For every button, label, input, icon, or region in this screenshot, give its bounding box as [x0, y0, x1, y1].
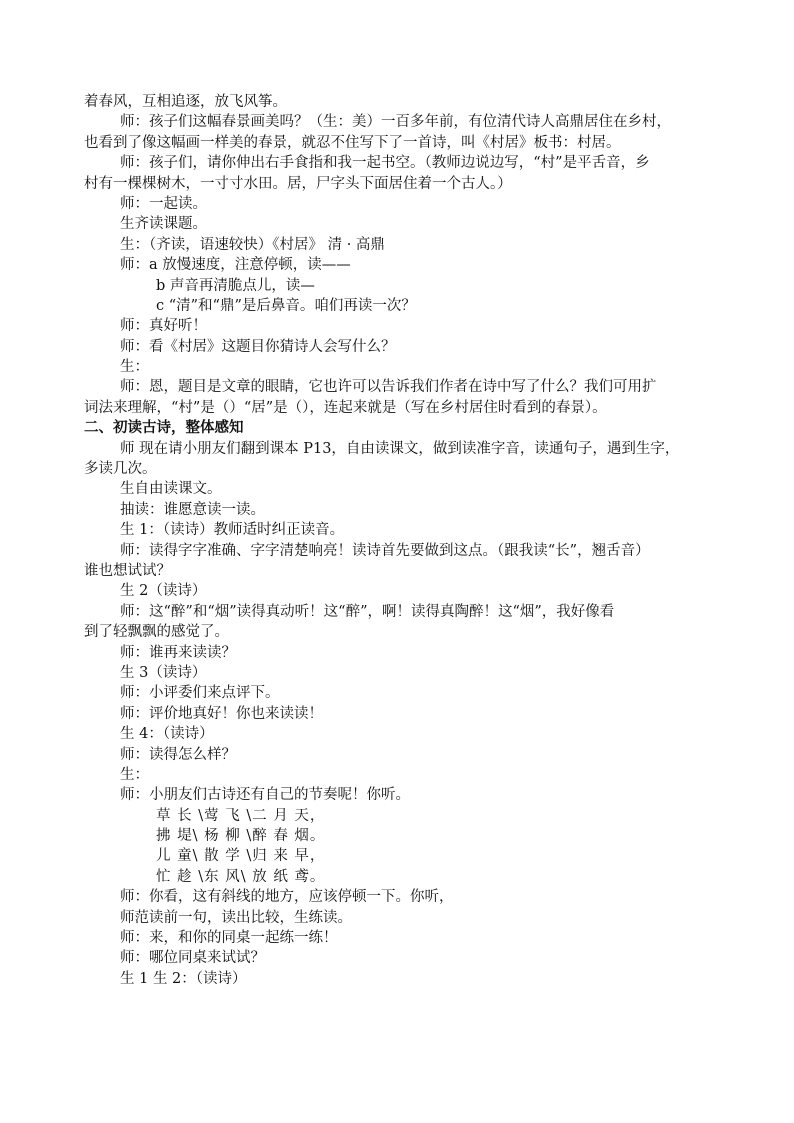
- text-line: 生：: [120, 359, 149, 376]
- text-line: 师：小评委们来点评下。: [120, 685, 280, 702]
- text-line: 着春风，互相追逐，放飞风筝。: [84, 94, 287, 110]
- document-page: [84, 92, 714, 989]
- text-line: 谁也想试试？: [84, 562, 171, 579]
- text-line: 师：恩，题目是文章的眼睛，它也许可以告诉我们作者在诗中写了什么？我们可用扩: [120, 379, 657, 396]
- poem-line: 草 长 \莺 飞 \二 月 天，: [156, 807, 326, 824]
- text-line: 生 2（读诗）: [120, 583, 207, 600]
- text-line: 多读几次。: [84, 461, 157, 478]
- text-line: 师：谁再来读读？: [120, 644, 236, 661]
- text-line: 师：看《村居》这题目你猜诗人会写什么？: [120, 338, 396, 355]
- poem-line: 忙 趁 \东 风\ 放 纸 鸢。: [156, 868, 326, 885]
- text-line: 生：（齐读，语速较快）《村居》 清 · 高鼎: [120, 236, 385, 253]
- text-line: 生：: [120, 766, 149, 783]
- text-line: 师：哪位同桌来试试？: [120, 950, 265, 967]
- text-line: 抽读：谁愿意读一读。: [120, 501, 265, 518]
- text-line: 生 1 生 2：（读诗）: [120, 970, 247, 987]
- text-line: c “清”和“鼎”是后鼻音。咱们再读一次？: [156, 297, 416, 314]
- poem-line: 拂 堤\ 杨 柳 \醉 春 烟。: [156, 828, 326, 845]
- text-line: 师范读前一句，读出比较，生练读。: [120, 909, 352, 926]
- text-line: 师：一起读。: [120, 195, 207, 212]
- text-line: 师 现在请小朋友们翻到课本 P13，自由读课文，做到读准字音，读通句子，遇到生字，: [120, 440, 680, 457]
- text-line: 生齐读课题。: [120, 216, 207, 233]
- text-line: 师：孩子们，请你伸出右手食指和我一起书空。（教师边说边写，“村”是平舌音，乡: [120, 155, 650, 172]
- text-line: 师：来，和你的同桌一起练一练！: [120, 930, 338, 947]
- text-line: 师：读得字字准确、字字清楚响亮！读诗首先要做到这点。（跟我读“长”，翘舌音）: [120, 542, 650, 559]
- text-line: 生 1：（读诗）教师适时纠正读音。: [120, 522, 345, 539]
- text-line: 师：读得怎么样？: [120, 746, 236, 763]
- text-line: 师：真好听！: [120, 318, 207, 335]
- section-heading: 二、初读古诗，整体感知: [84, 419, 244, 437]
- text-line: 也看到了像这幅画一样美的春景，就忍不住写下了一首诗，叫《村居》板书：村居。: [84, 134, 621, 151]
- text-line: 到了轻飘飘的感觉了。: [84, 624, 229, 641]
- poem-line: 儿 童\ 散 学 \归 来 早，: [156, 848, 326, 865]
- text-line: 师：孩子们这幅春景画美吗？（生：美）一百多年前，有位清代诗人高鼎居住在乡村，: [120, 114, 671, 131]
- text-line: 词法来理解，“村”是（）“居”是（），连起来就是（写在乡村居住时看到的春景）。: [84, 399, 607, 416]
- text-line: 生自由读课文。: [120, 481, 222, 498]
- text-line: 师：你看，这有斜线的地方，应该停顿一下。你听，: [120, 889, 454, 906]
- text-line: b 声音再清脆点儿，读—: [156, 277, 315, 294]
- text-line: 生 4：（读诗）: [120, 726, 214, 743]
- text-line: 村有一棵棵树木，一寸寸水田。居，尸字头下面居住着一个古人。）: [84, 175, 512, 192]
- text-line: 师：评价地真好！你也来读读！: [120, 705, 323, 722]
- text-line: 师：小朋友们古诗还有自己的节奏呢！你听。: [120, 787, 410, 804]
- text-line: 师：a 放慢速度，注意停顿，读——: [120, 257, 351, 274]
- text-line: 生 3（读诗）: [120, 664, 207, 681]
- text-line: 师：这“醉”和“烟”读得真动听！这“醉”，啊！读得真陶醉！这“烟”，我好像看: [120, 603, 615, 620]
